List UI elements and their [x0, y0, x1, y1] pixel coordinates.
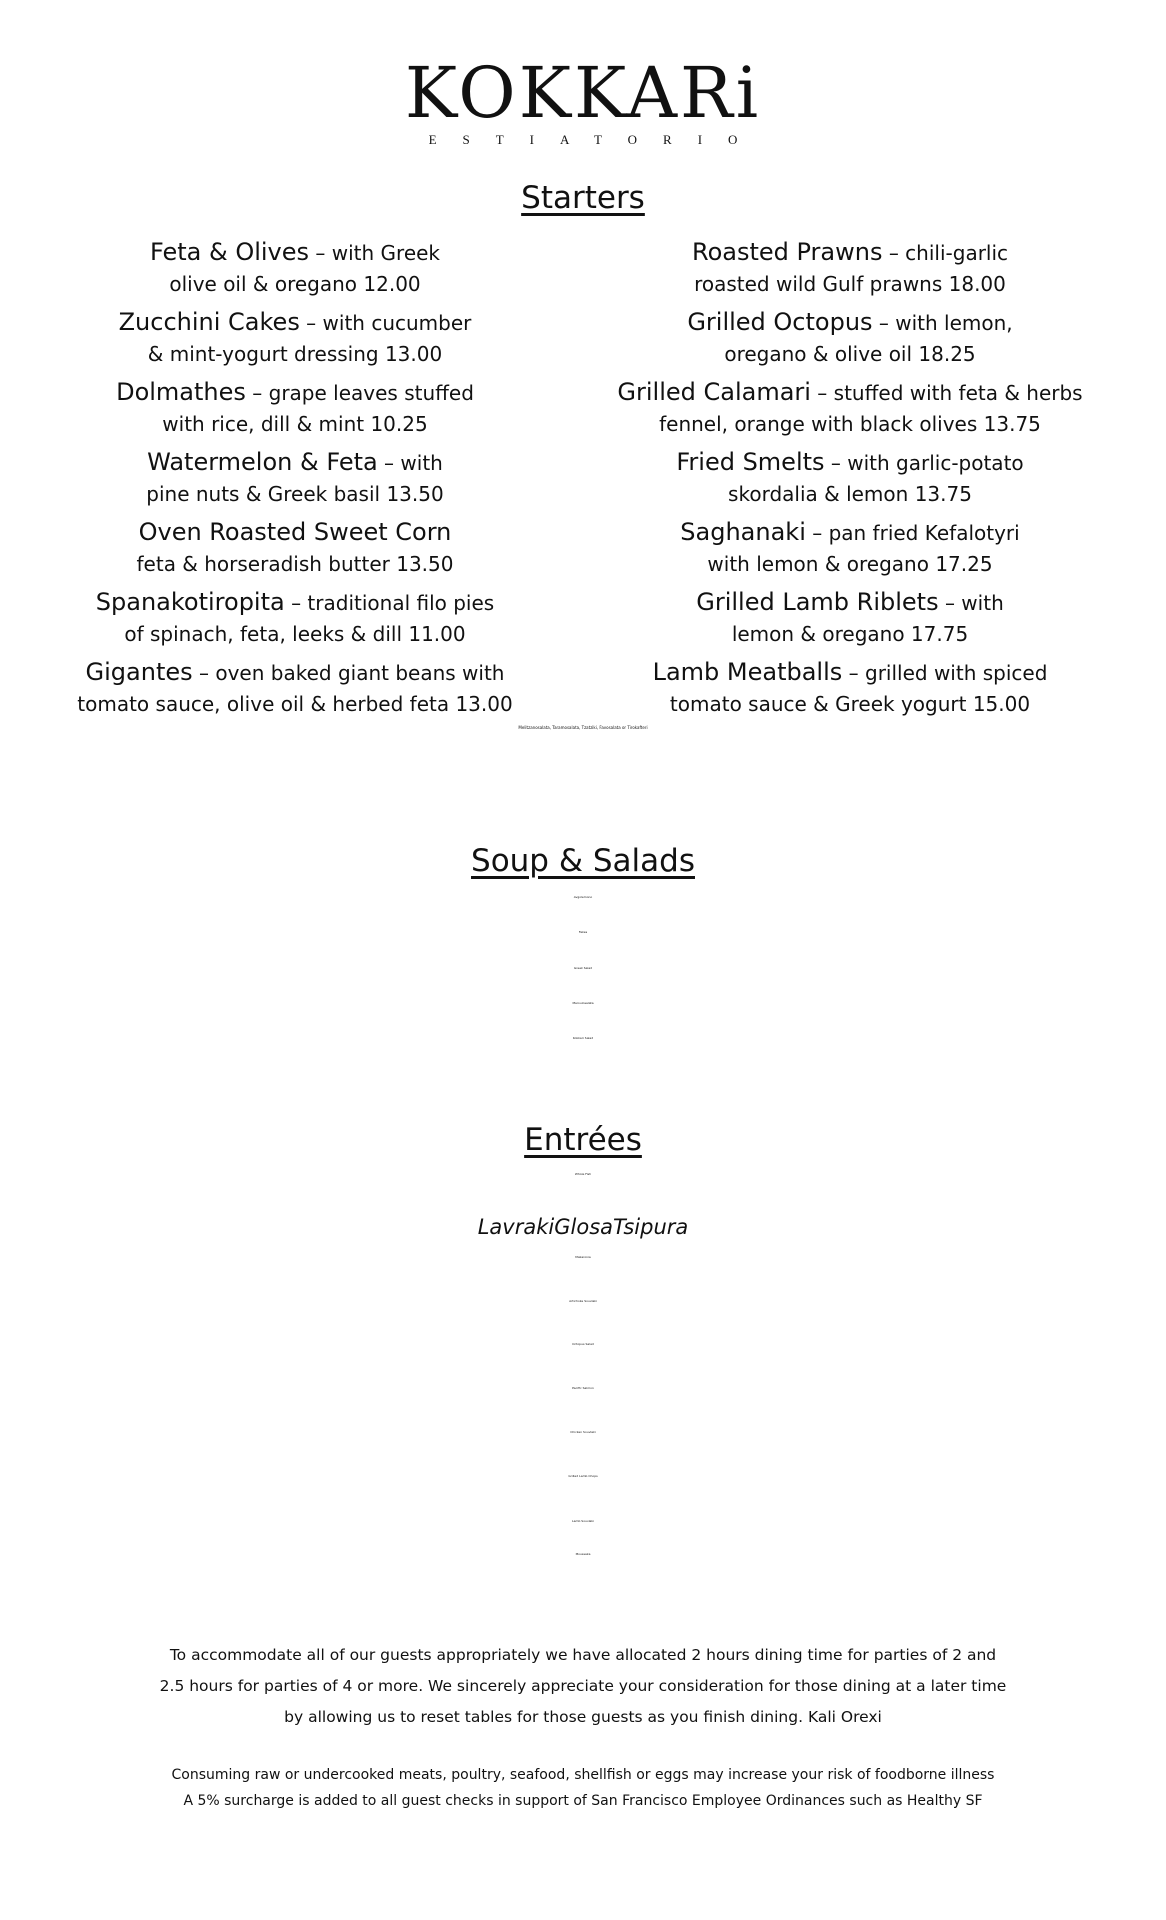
menu-item: [0, 1036, 1166, 1040]
fish-option-name: Glosa: [554, 1215, 613, 1239]
menu-item: [590, 517, 1110, 587]
menu-item: [0, 1299, 1166, 1303]
menu-item: [0, 1386, 1166, 1390]
item-description-price: tomato sauce, olive oil & herbed feta 13.00: [77, 692, 513, 716]
item-name: Kokkari Salad: [572, 1036, 594, 1040]
item-description: – with: [938, 591, 1004, 615]
item-name: Moussaka: [575, 1552, 591, 1556]
logo-subtitle: ESTIATORIO: [428, 132, 764, 147]
item-description: – with cucumber: [299, 311, 472, 335]
item-description: – with: [377, 451, 443, 475]
item-description-price: pine nuts & Greek basil 13.50: [146, 482, 444, 506]
item-name: Greek Salad: [573, 966, 593, 970]
item-description: – stuffed with feta & herbs: [810, 381, 1083, 405]
menu-item: [35, 587, 555, 657]
item-description: – grilled with spiced: [842, 661, 1048, 685]
menu-item: [0, 1001, 1166, 1005]
surcharge-note: A 5% surcharge is added to all guest checks in support of San Francisco Employee Ordinances such as Healthy SF: [183, 1793, 983, 1809]
item-name: Feta & Olives: [149, 238, 310, 266]
menu-item: [590, 237, 1110, 307]
menu-item: [0, 1474, 1166, 1478]
item-description-price: with lemon & oregano 17.25: [707, 552, 993, 576]
menu-item: [590, 377, 1110, 447]
item-name: Fried Smelts: [676, 448, 825, 476]
starters-right-column: [590, 237, 1110, 727]
item-description: – with lemon,: [872, 311, 1013, 335]
section-title-soups: Soup & Salads: [471, 843, 695, 879]
item-description: – grape leaves stuffed: [245, 381, 474, 405]
item-name: Lamb Souvlaki: [572, 1519, 594, 1523]
item-description-price: fennel, orange with black olives 13.75: [659, 412, 1041, 436]
fish-option-name: Lavraki: [477, 1215, 555, 1239]
menu-item: [35, 517, 555, 587]
item-description-price: tomato sauce & Greek yogurt 15.00: [669, 692, 1031, 716]
policy-line: 2.5 hours for parties of 4 or more. We sincerely appreciate your consideration for those dining at a later time: [159, 1677, 1007, 1695]
menu-item: [0, 1430, 1166, 1434]
item-description: – traditional filo pies: [284, 591, 495, 615]
restaurant-logo: [0, 52, 1166, 148]
item-name: Fakes: [578, 930, 588, 934]
item-description: – pan fried Kefalotyri: [805, 521, 1020, 545]
starters-left-column: [35, 237, 555, 727]
item-description: – oven baked giant beans with: [192, 661, 505, 685]
item-description: – with garlic-potato: [824, 451, 1024, 475]
item-name: Octopus Salad: [572, 1342, 594, 1346]
item-description-price: oregano & olive oil 18.25: [724, 342, 976, 366]
whole-fish-options: [0, 1215, 1166, 1239]
item-name: Roasted Prawns: [691, 238, 883, 266]
item-description-price: lemon & oregano 17.75: [731, 622, 969, 646]
item-description-price: feta & horseradish butter 13.50: [136, 552, 454, 576]
item-name: Avgolemono: [573, 895, 593, 899]
menu-item: [35, 657, 555, 727]
item-description-price: olive oil & oregano 12.00: [169, 272, 421, 296]
item-name: Grilled Lamb Riblets: [696, 588, 939, 616]
menu-item: [590, 587, 1110, 657]
item-description-price: with rice, dill & mint 10.25: [162, 412, 428, 436]
item-description-price: & mint-yogurt dressing 13.00: [147, 342, 443, 366]
section-title-entrees: Entrées: [524, 1122, 642, 1158]
menu-item: [590, 447, 1110, 517]
item-name: Grilled Calamari: [617, 378, 811, 406]
menu-item: [0, 895, 1166, 899]
menu-item: [35, 307, 555, 377]
item-name: Saghanaki: [680, 518, 806, 546]
logo-wordmark: KOKKARi: [404, 52, 762, 134]
dips-names: Melitzanosalata, Taramosalata, Tzatziki, Favosalata or Tirokafteri: [518, 725, 648, 730]
item-name: Makaronia: [575, 1255, 591, 1259]
item-name: Pacific Salmon: [572, 1386, 594, 1390]
item-description-price: of spinach, feta, leeks & dill 11.00: [124, 622, 466, 646]
item-description-price: roasted wild Gulf prawns 18.00: [694, 272, 1006, 296]
item-name: Oven Roasted Sweet Corn: [138, 518, 452, 546]
item-name: Dolmathes: [116, 378, 246, 406]
section-title-starters: Starters: [521, 180, 645, 216]
item-name: Maroulosalata: [572, 1001, 594, 1005]
menu-item: [0, 930, 1166, 934]
menu-item: [35, 377, 555, 447]
menu-item: [0, 1342, 1166, 1346]
item-name: Lamb Meatballs: [652, 658, 843, 686]
menu-item: [0, 1255, 1166, 1259]
item-description-price: skordalia & lemon 13.75: [728, 482, 972, 506]
item-name: Chicken Souvlaki: [570, 1430, 596, 1434]
item-name: Gigantes: [85, 658, 193, 686]
item-name: Zucchini Cakes: [118, 308, 300, 336]
item-name: Artichoke Souvlaki: [569, 1299, 597, 1303]
item-name: Grilled Octopus: [687, 308, 873, 336]
fine-print: [0, 1762, 1166, 1814]
policy-line: by allowing us to reset tables for those guests as you finish dining. Kali Orexi: [284, 1708, 882, 1726]
health-warning: Consuming raw or undercooked meats, poultry, seafood, shellfish or eggs may increase your risk of foodborne illness: [171, 1767, 995, 1783]
item-name: Watermelon & Feta: [147, 448, 378, 476]
policy-line: To accommodate all of our guests appropriately we have allocated 2 hours dining time for parties of 2 and: [169, 1646, 997, 1664]
item-name: Grilled Lamb Chops: [568, 1474, 598, 1478]
menu-item: [590, 657, 1110, 727]
menu-item: [35, 447, 555, 517]
menu-item: [0, 966, 1166, 970]
menu-item: [35, 237, 555, 307]
menu-item: [590, 307, 1110, 377]
menu-item: [0, 1552, 1166, 1556]
item-name: Whole Fish: [574, 1172, 592, 1176]
policy-note: [0, 1640, 1166, 1733]
item-description: – chili-garlic: [882, 241, 1009, 265]
item-description: – with Greek: [309, 241, 441, 265]
item-name: Spanakotiropita: [95, 588, 285, 616]
fish-option-name: Tsipura: [613, 1215, 689, 1239]
menu-item-whole-fish: [0, 1172, 1166, 1176]
menu-item: [0, 1519, 1166, 1523]
